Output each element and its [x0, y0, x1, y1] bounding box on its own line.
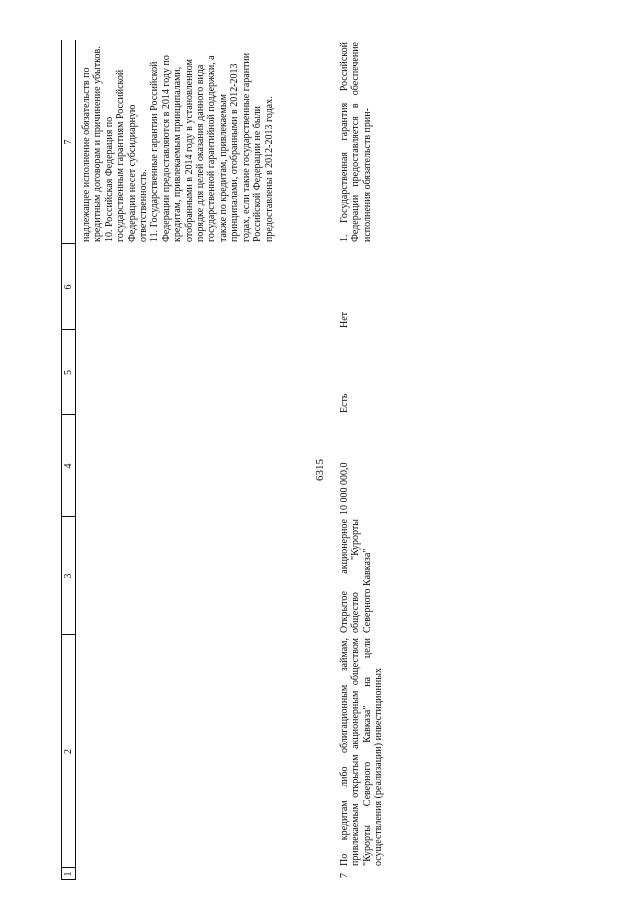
- col-4-header: 4: [63, 463, 74, 469]
- rotated-table-page: [61, 40, 571, 880]
- row-principal-text: Открытое акционерное общество "Курорты Северного Кавказа": [339, 519, 373, 633]
- row-col6: Нет: [339, 311, 350, 328]
- col-3-header: 3: [63, 573, 74, 579]
- row-amount: 10 000 000,0: [339, 462, 350, 515]
- row-number: 7: [339, 873, 350, 878]
- continuation-conditions-text: надлежащее исполнение обязательств по кредитным договорам и причинение убытков. 10. Российская Федерация по государственным гарантиям Российской Федерации несет субсидиарную ответственность. 11. Государственные гарантии Российской Федерации предоставляются в 2014 году по кредитам, привлекаемым принципалами, отобранными в 2014 году в установленном порядке для целей оказания данного вида государственной гарантийной поддержки, а также по кредитам, привлекаемым принципалами, отобранными в 2012-2013 годах, если такие государственные гарантии Российской Федерации не были предоставлены в 2012-2013 годах.: [81, 46, 275, 242]
- table: [61, 40, 571, 880]
- row-purpose-text: По кредитам либо облигационным займам, привлекаемым открытым акционерным обществом "Курорты Северного Кавказа" на цели осуществления (реализации) инвестиционных: [339, 638, 385, 866]
- page-number: 6315: [314, 459, 326, 481]
- col-2-header: 2: [63, 749, 74, 754]
- col-7-header: 7: [63, 139, 74, 145]
- col-6-header: 6: [63, 284, 74, 290]
- col-5-header: 5: [63, 370, 74, 375]
- table-header: [61, 40, 76, 880]
- row-recourse: Есть: [339, 393, 350, 413]
- row-conditions-text: 1. Государственная гарантия Российской Федерации предоставляется в обеспечение исполнения обязательств прин-: [339, 42, 373, 242]
- col-1-header: 1: [63, 871, 74, 877]
